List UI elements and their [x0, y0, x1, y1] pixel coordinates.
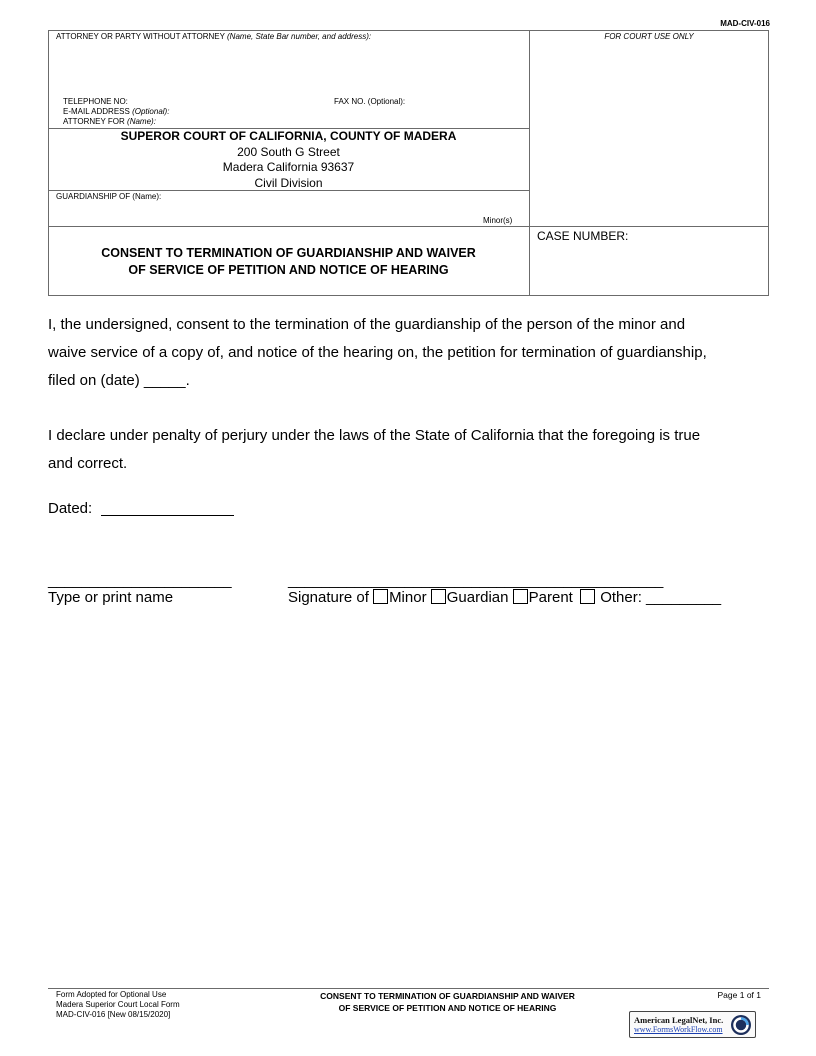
court-use-box	[529, 30, 769, 227]
logo-url[interactable]: www.FormsWorkFlow.com	[634, 1025, 723, 1034]
minors-label: Minor(s)	[483, 216, 513, 225]
attorney-label: ATTORNEY OR PARTY WITHOUT ATTORNEY (Name, State Bar number, and address):	[56, 32, 372, 41]
signature-of-row	[288, 589, 721, 607]
guardianship-name-field[interactable]	[56, 203, 476, 223]
court-block	[48, 129, 529, 191]
form-title: CONSENT TO TERMINATION OF GUARDIANSHIP AND WAIVER OF SERVICE OF PETITION AND NOTICE OF HEARING	[101, 246, 476, 277]
court-name: SUPEROR COURT OF CALIFORNIA, COUNTY OF MADERA	[120, 129, 457, 143]
telephone-label: TELEPHONE NO:	[63, 97, 128, 106]
court-division: Civil Division	[254, 175, 323, 190]
legalnet-logo[interactable]	[629, 1011, 756, 1038]
form-id: MAD-CIV-016	[720, 19, 770, 28]
name-line[interactable]: ______________________	[48, 572, 232, 589]
logo-emblem-icon	[730, 1014, 752, 1036]
footer-left: Form Adopted for Optional Use Madera Superior Court Local Form MAD-CIV-016 [New 08/15/2020]	[56, 990, 180, 1019]
court-use-label: FOR COURT USE ONLY	[604, 32, 694, 41]
case-number-field[interactable]	[537, 246, 761, 290]
other-field[interactable]: _________	[646, 589, 722, 606]
minor-option-label: Minor	[389, 589, 427, 606]
signature-of-label: Signature of	[288, 589, 369, 606]
footer-title: CONSENT TO TERMINATION OF GUARDIANSHIP AND WAIVER OF SERVICE OF PETITION AND NOTICE OF HEARING	[320, 991, 575, 1013]
parent-checkbox[interactable]	[513, 589, 528, 604]
guardian-checkbox[interactable]	[431, 589, 446, 604]
divider	[48, 190, 529, 191]
minor-checkbox[interactable]	[373, 589, 388, 604]
other-checkbox[interactable]	[580, 589, 595, 604]
case-number-label: CASE NUMBER:	[537, 229, 629, 243]
other-option-label: Other:	[600, 589, 642, 606]
attorney-for-label: ATTORNEY FOR (Name):	[63, 117, 156, 126]
signature-line[interactable]: _____________________________________________	[288, 572, 664, 589]
page-number: Page 1 of 1	[717, 990, 761, 1000]
parent-option-label: Parent	[528, 589, 573, 606]
dated-field[interactable]	[101, 515, 234, 516]
fax-label: FAX NO. (Optional):	[334, 97, 406, 106]
declaration-paragraph: I declare under penalty of perjury under the laws of the State of California that the foregoing is true and correct.	[48, 427, 701, 472]
guardianship-label: GUARDIANSHIP OF (Name):	[56, 192, 162, 201]
logo-name: American LegalNet, Inc.	[634, 1015, 724, 1025]
guardian-option-label: Guardian	[446, 589, 509, 606]
court-street: 200 South G Street	[237, 144, 340, 159]
type-print-label: Type or print name	[48, 589, 174, 606]
dated-label: Dated:	[48, 500, 93, 517]
attorney-name-field[interactable]	[56, 46, 521, 96]
footer-divider	[48, 988, 769, 989]
consent-paragraph: I, the undersigned, consent to the termination of the guardianship of the person of the minor and waive service of a copy of, and notice of the hearing on, the petition for termination of guardianship, filed on (date) _____.	[48, 316, 707, 389]
court-city: Madera California 93637	[222, 160, 355, 174]
email-label: E-MAIL ADDRESS (Optional):	[63, 107, 170, 116]
